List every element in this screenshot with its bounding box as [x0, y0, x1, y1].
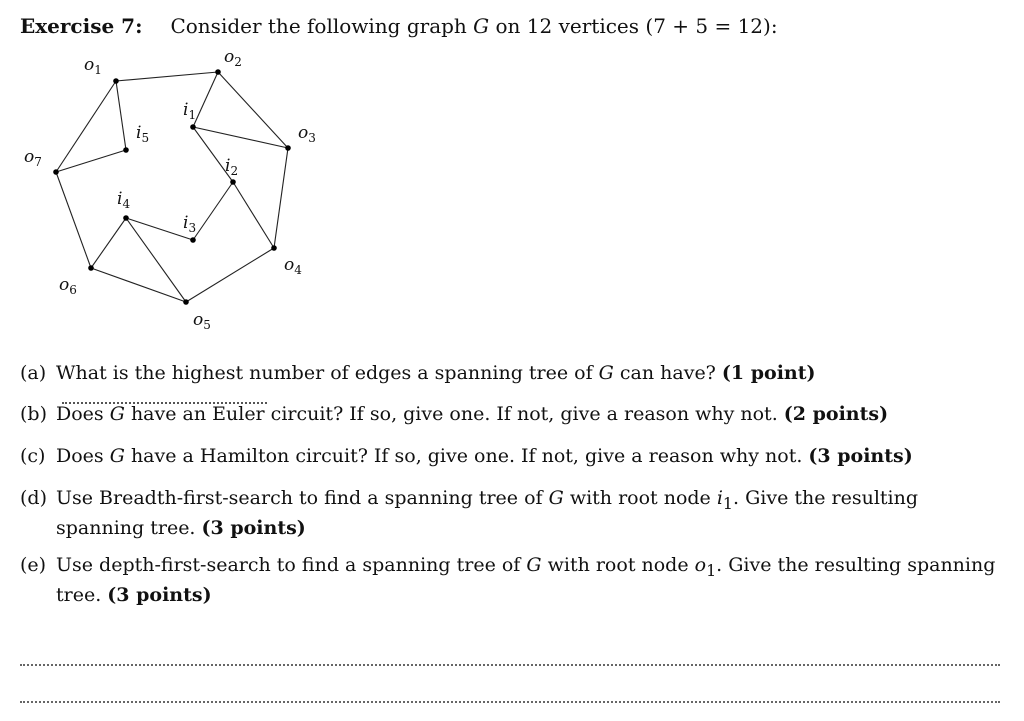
vertex-label-i2: $i_2$: [225, 156, 239, 178]
vertex-i5: [123, 147, 129, 153]
question-label: (a): [20, 362, 47, 384]
vertex-o3: [285, 145, 291, 151]
question-label: (d): [20, 487, 47, 509]
question-text: Use Breadth-first-search to find a spanning tree of: [56, 487, 549, 509]
vertex-o2: [215, 69, 221, 75]
graph-symbol: G: [473, 14, 490, 38]
graph-symbol: G: [526, 554, 542, 576]
exercise-intro-after: on 12 vertices (7 + 5 = 12):: [489, 14, 778, 38]
vertex-o4: [271, 245, 277, 251]
edge-o1-o2: [116, 72, 218, 81]
graph-symbol: G: [109, 403, 125, 425]
edge-o2-o3: [218, 72, 288, 148]
edge-o5-o6: [91, 268, 186, 302]
question-label: (e): [20, 554, 47, 576]
vertex-o1: [113, 78, 119, 84]
vertex-i1: [190, 124, 196, 130]
edge-i2-i3: [193, 182, 233, 240]
vertex-i3: [190, 237, 196, 243]
edge-o4-o5: [186, 248, 274, 302]
question-points: (3 points): [808, 445, 913, 467]
answer-line[interactable]: [20, 664, 1000, 666]
question-points: (3 points): [107, 583, 212, 606]
vertex-o5: [183, 299, 189, 305]
vertex-label-o4: $o_4$: [284, 255, 302, 277]
vertex-o6: [88, 265, 94, 271]
edge-i2-o4: [233, 182, 274, 248]
graph-symbol: G: [598, 362, 614, 384]
edge-i5-o7: [56, 150, 126, 172]
graph-symbol: G: [109, 445, 125, 467]
vertex-label-i3: $i_3$: [183, 213, 197, 235]
vertex-label-o1: $o_1$: [84, 55, 102, 77]
question-text: . Give the resulting spanning tree.: [56, 487, 919, 539]
vertex-label-o3: $o_3$: [298, 123, 316, 145]
edge-i4-o5: [126, 218, 186, 302]
edge-i1-o3: [193, 127, 288, 148]
question-points: (2 points): [783, 403, 889, 425]
question-text: can have?: [613, 362, 722, 384]
root-node-var: i: [716, 487, 723, 509]
exercise-label: Exercise 7:: [20, 14, 143, 38]
question-text: What is the highest number of edges a spanning tree of: [56, 362, 599, 384]
graph-labels: [24, 47, 316, 332]
graph-symbol: G: [548, 487, 564, 509]
vertex-o7: [53, 169, 59, 175]
question-points: (1 point): [721, 362, 816, 384]
question-e: [20, 553, 1005, 608]
question-d: [20, 486, 1005, 541]
root-node-sub: 1: [706, 560, 717, 580]
edge-o7-o1: [56, 81, 116, 172]
vertex-label-i1: $i_1$: [183, 100, 197, 122]
question-text: Does: [56, 445, 110, 467]
root-node-sub: 1: [722, 493, 733, 513]
edge-o6-o7: [56, 172, 91, 268]
question-text: Does: [56, 403, 110, 425]
question-label: (b): [20, 403, 47, 425]
exercise-intro-before: Consider the following graph: [170, 14, 474, 38]
edge-o1-i5: [116, 81, 126, 150]
question-text: have an Euler circuit? If so, give one. If not, give a reason why not.: [124, 403, 784, 425]
question-text: Use depth-first-search to find a spanning tree of: [56, 554, 527, 576]
question-b: [20, 402, 1005, 427]
edge-o2-i1: [193, 72, 218, 127]
vertex-i2: [230, 179, 236, 185]
vertex-label-o2: $o_2$: [224, 47, 242, 69]
vertex-label-o7: $o_7$: [24, 147, 42, 169]
question-text: have a Hamilton circuit? If so, give one. If not, give a reason why not.: [124, 445, 809, 467]
question-text: with root node: [541, 554, 695, 576]
graph-nodes: [53, 69, 291, 305]
vertex-label-o6: $o_6$: [59, 275, 77, 297]
question-text: with root node: [563, 487, 717, 509]
question-points: (3 points): [201, 516, 306, 539]
vertex-label-i4: $i_4$: [117, 189, 131, 211]
question-text: . Give the resulting spanning tree.: [56, 554, 996, 606]
question-label: (c): [20, 445, 46, 467]
edge-o3-o4: [274, 148, 288, 248]
vertex-label-i5: $i_5$: [136, 123, 150, 145]
vertex-label-o5: $o_5$: [193, 310, 211, 332]
answer-line[interactable]: [20, 701, 1000, 703]
question-c: [20, 444, 1005, 469]
root-node-var: o: [694, 554, 707, 576]
vertex-i4: [123, 215, 129, 221]
edge-i4-o6: [91, 218, 126, 268]
